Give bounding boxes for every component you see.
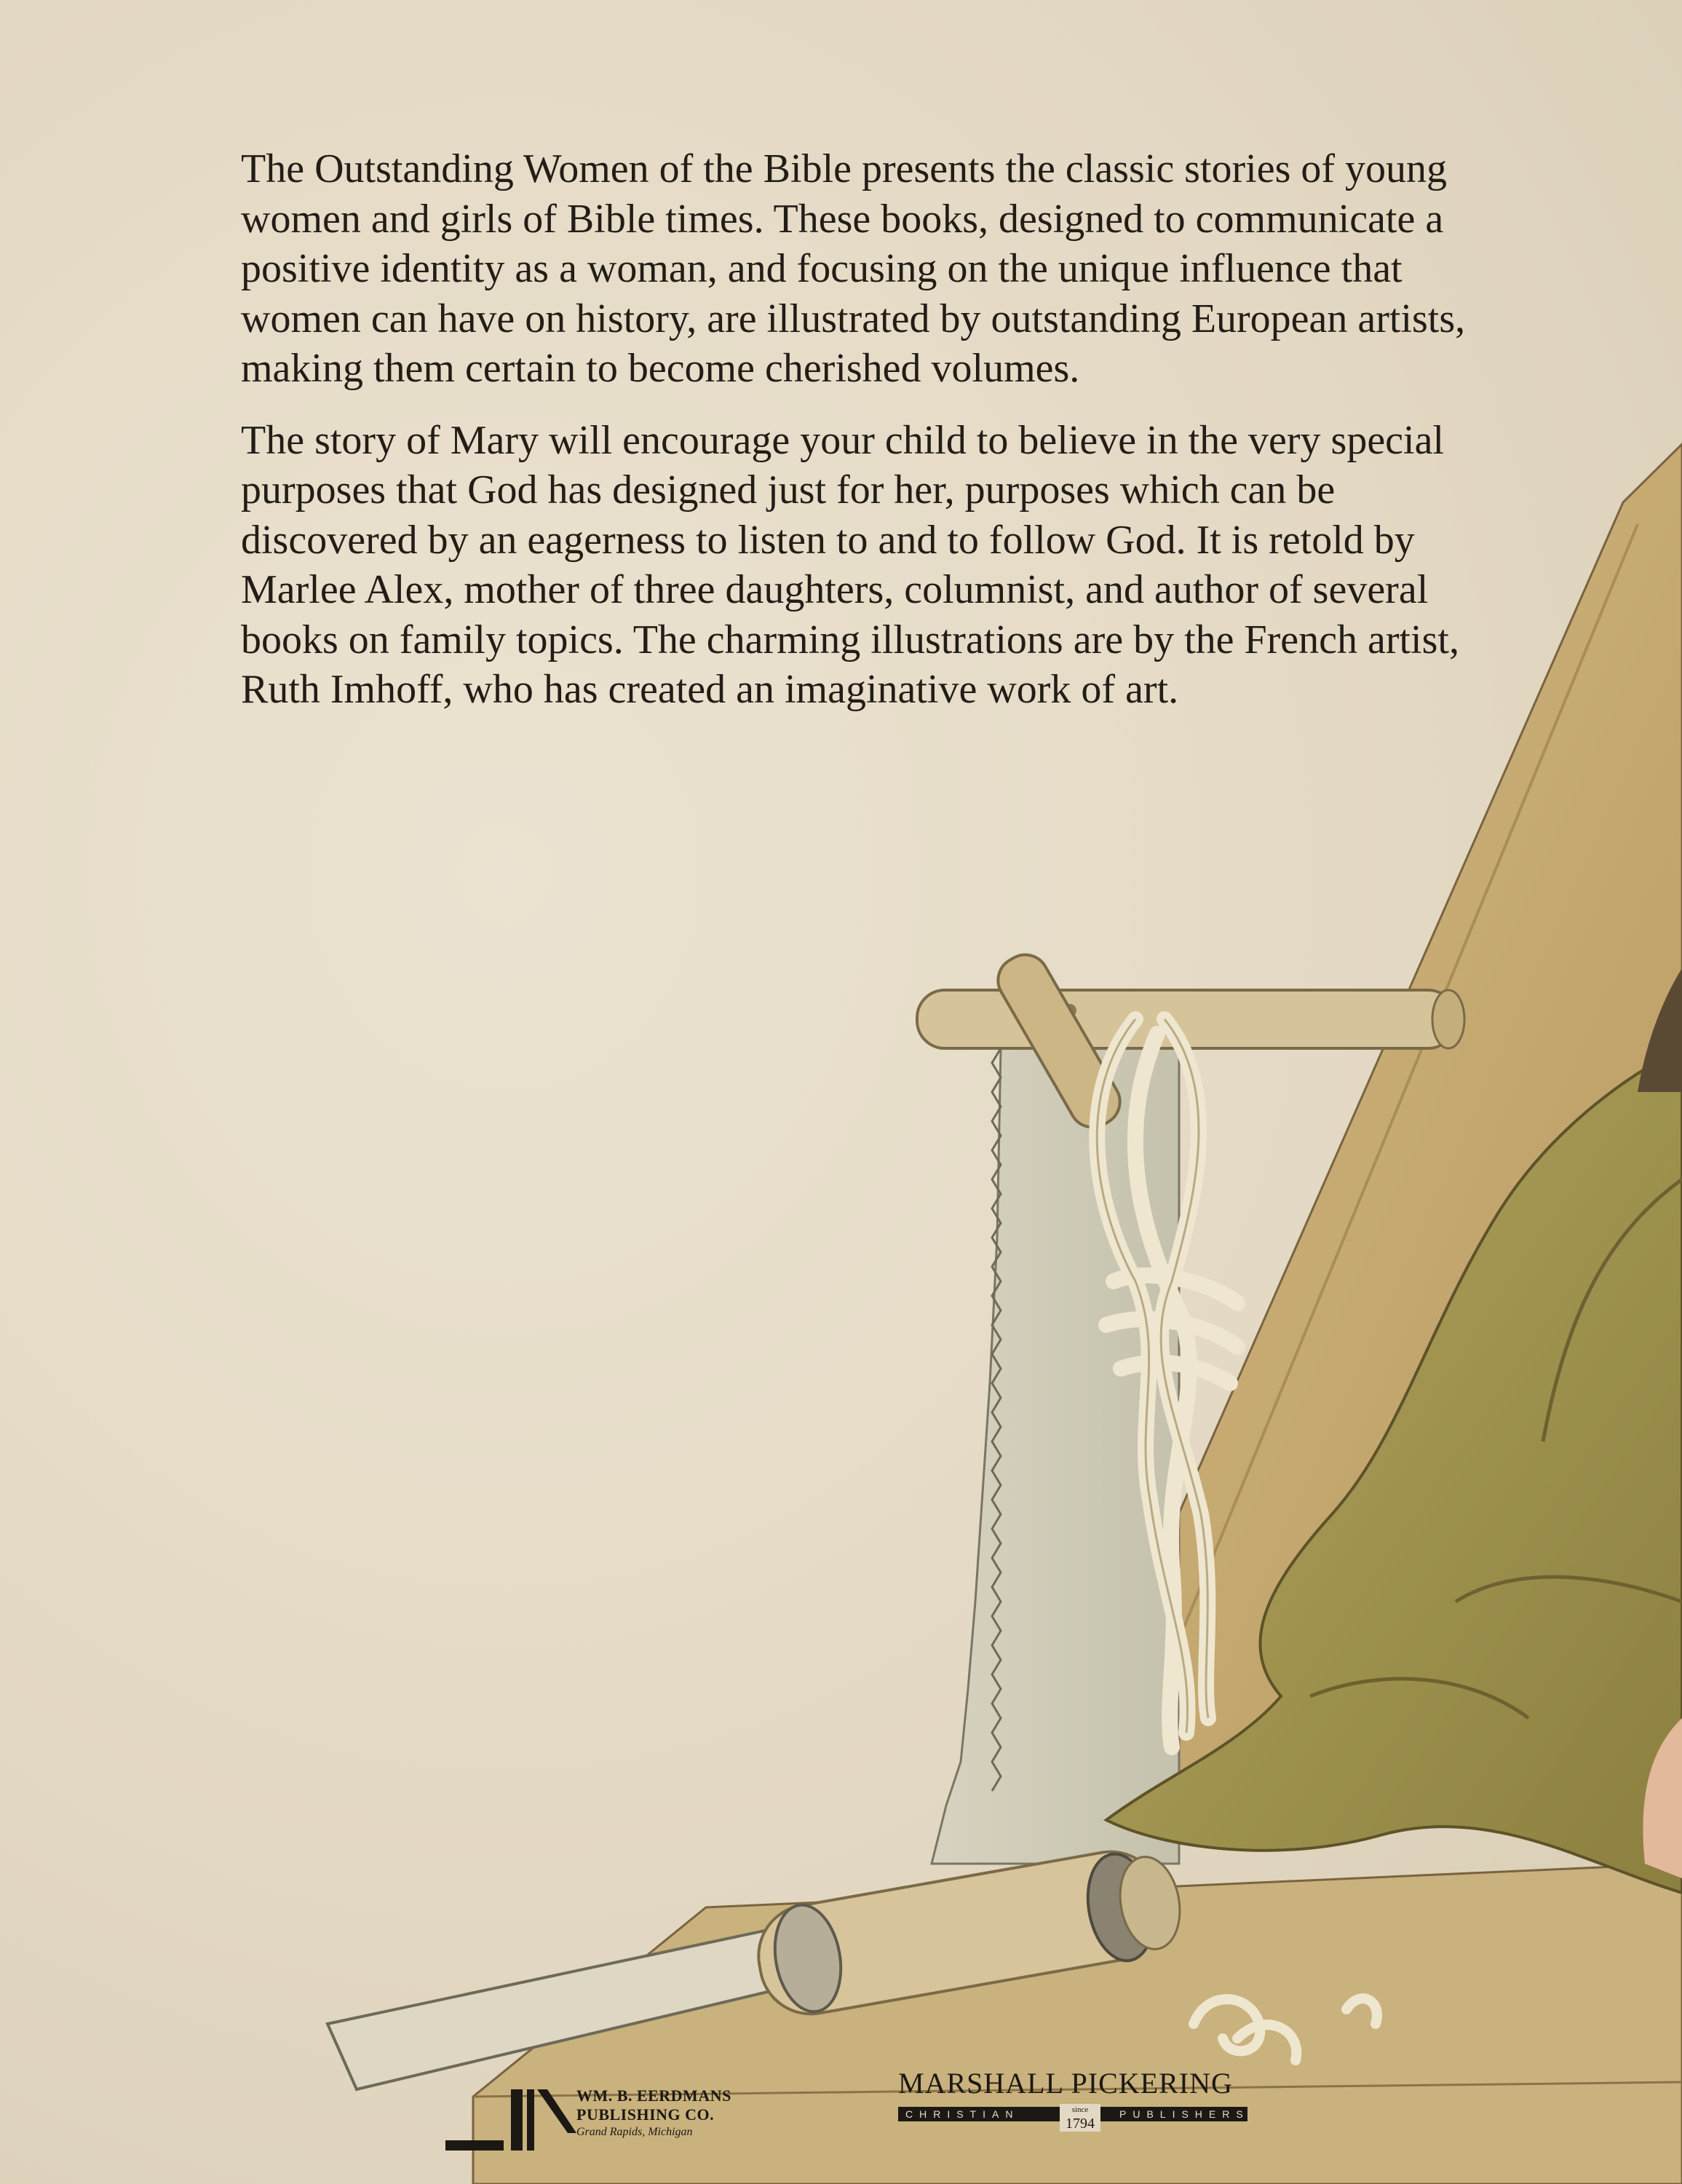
marshall-pickering-since-badge — [1060, 2104, 1100, 2132]
eerdmans-mark-icon — [445, 2082, 576, 2155]
eerdmans-company: PUBLISHING CO. — [576, 2105, 715, 2124]
marshall-pickering-year: 1794 — [1066, 2116, 1095, 2132]
marshall-pickering-since: since — [1071, 2105, 1089, 2114]
cover-blurb — [241, 144, 1493, 737]
marshall-pickering-name: MARSHALL PICKERING — [898, 2067, 1233, 2100]
eerdmans-location: Grand Rapids, Michigan — [576, 2126, 693, 2138]
marshall-pickering-logo — [898, 2066, 1262, 2153]
marshall-pickering-publishers: PUBLISHERS — [1119, 2108, 1250, 2120]
eerdmans-logo — [445, 2082, 751, 2155]
blurb-paragraph-2: The story of Mary will encourage your child to believe in the very special purposes that God has designed just for her, purposes which can be discovered by an eagerness to listen to and to follow God. It is retold by Marlee Alex, mother of three daughters, columnist, and author of several books on family topics. The charming illustrations are by the French artist, Ruth Imhoff, who has created an imaginative work of art. — [241, 417, 1459, 712]
marshall-pickering-christian: CHRISTIAN — [905, 2108, 1020, 2120]
blurb-paragraph-1: The Outstanding Women of the Bible presents the classic stories of young women and girls of Bible times. These books, designed to communicate a positive identity as a woman, and focusing on the unique influence that women can have on history, are illustrated by outstanding European artists, making them certain to become cherished volumes. — [241, 146, 1466, 391]
eerdmans-name: WM. B. EERDMANS — [576, 2086, 731, 2105]
